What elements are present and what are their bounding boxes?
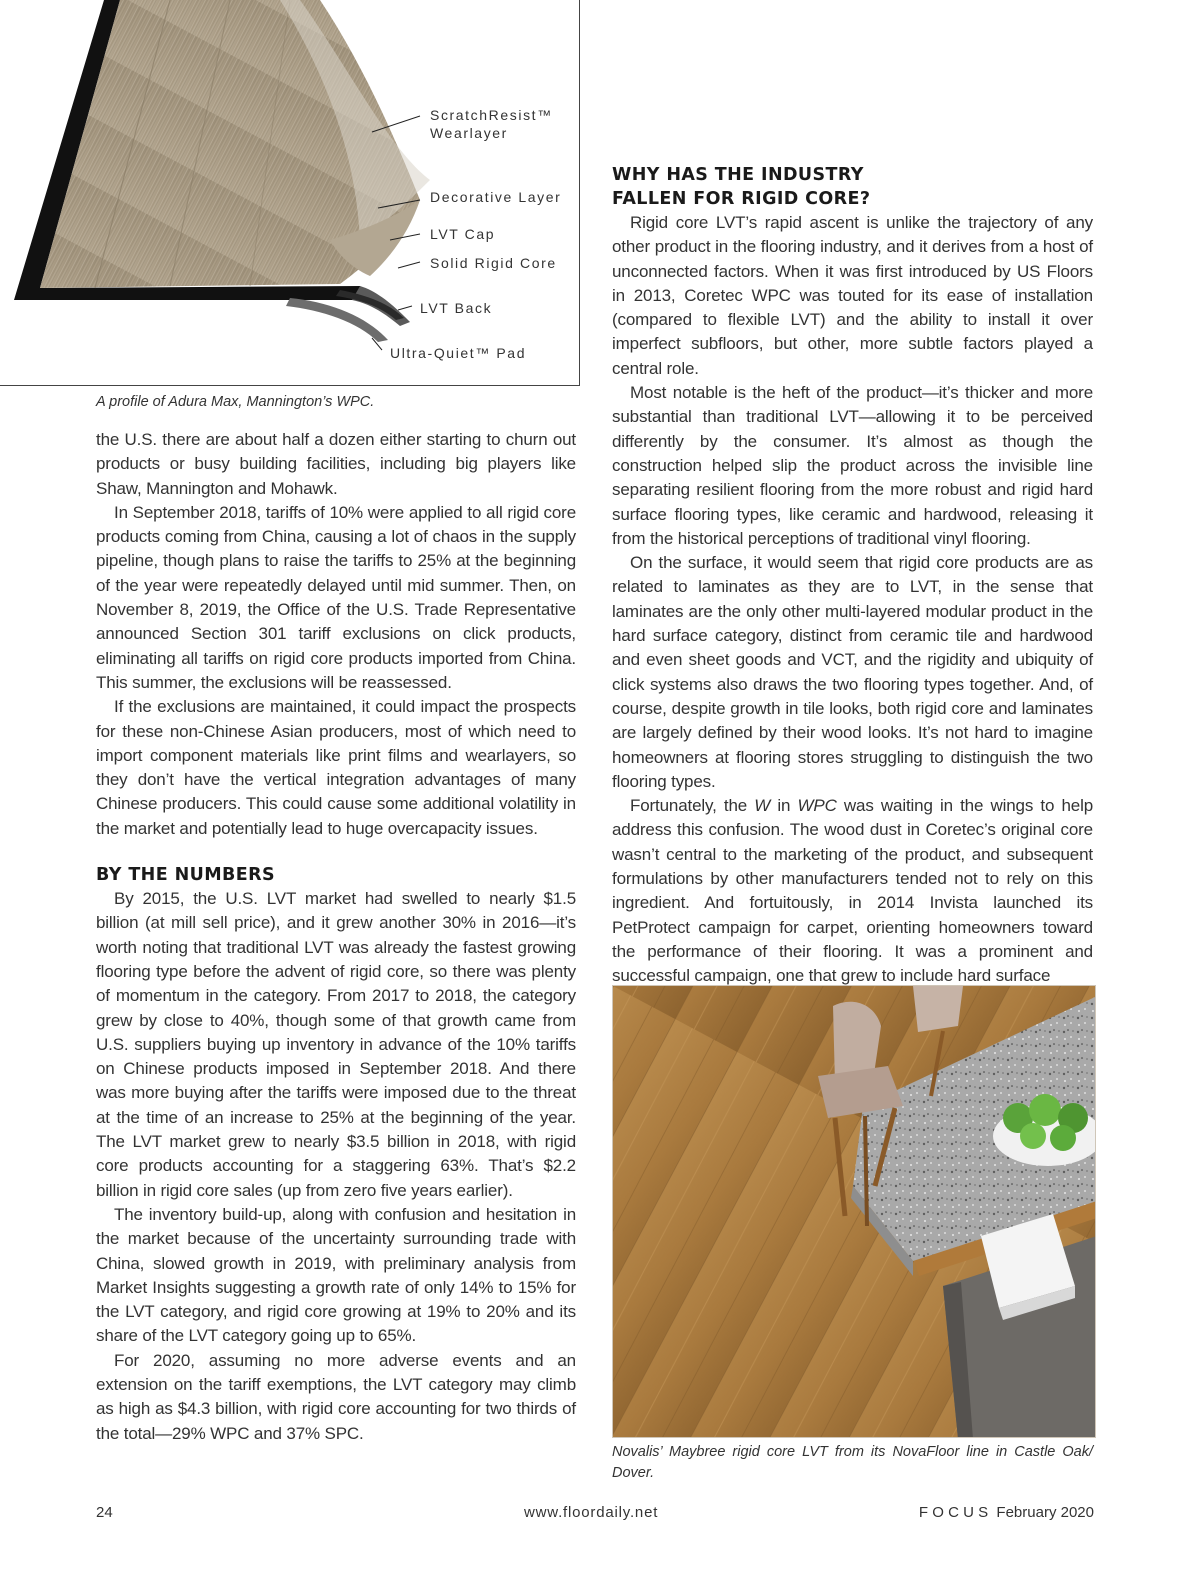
paragraph: On the surface, it would seem that rigid core products are as related to laminates as they are to LVT, in the sense that laminates are the only other multi-layered modular product in the hard surface category, distinct from ceramic tile and hardwood and even sheet goods and VCT, and the rigidity and ubiquity of click systems also draws the two flooring types together. And, of course, despite growth in tile looks, both rigid core and laminates are largely defined by their wood looks. It’s not hard to imagine homeowners at flooring stores struggling to distinguish the two flooring types. [612,553,1093,791]
layer-label-pad: Ultra-Quiet™ Pad [390,345,527,361]
paragraph: Most notable is the heft of the product—it’s thicker and more substantial than traditional LVT—allowing it to be perceived differently by the consumer. It’s almost as though the construction helped slip the product across the invisible line separating resilient flooring from the more robust and rigid hard surface flooring types, like ceramic and hardwood, releasing it from the historical perceptions of traditional vinyl flooring. [612,383,1093,548]
layer-label-lvt-cap: LVT Cap [430,226,496,242]
section-heading-by-the-numbers: BY THE NUMBERS [96,865,276,886]
paragraph: The inventory build-up, along with confusion and hesitation in the market because of the uncertainty surrounding trade with China, slowed growth in 2019, with preliminary analysis from Market Insights suggesting a growth rate of only 14% to 15% for the LVT category, and rigid core growing at 19% to 20% and its share of the LVT category going up to 65%. [96,1204,576,1346]
paragraph: the U.S. there are about half a dozen either starting to churn out products or busy building facilities, including big players like Shaw, Mannington and Mohawk. [96,430,576,498]
italic-wpc: WPC [797,796,837,816]
paragraph: Rigid core LVT’s rapid ascent is unlike the trajectory of any other product in the flooring industry, and it derives from a host of unconnected factors. When it was first introduced by US Floors in 2013, Coretec WPC was touted for its ease of installation (compared to flexible LVT) and the ability to install it over imperfect subfloors, but other, more subtle factors played a central role. [612,213,1093,378]
text-run: was waiting in the wings to help address this confusion. The wood dust in Coretec’s original core wasn’t central to the marketing of the product, and subsequent formulations by other manufacturers tended not to rely on this ingredient. And fortuitously, in 2014 Invista launched its PetProtect campaign for carpet, orienting homeowners toward the performance of their flooring. It was a prominent and successful campaign, one that grew to include hard surface [612,796,1093,986]
paragraph [612,794,1093,988]
layer-label-rigid-core: Solid Rigid Core [430,255,557,271]
paragraph: By 2015, the U.S. LVT market had swelled to nearly $1.5 billion (at mill sell price), and it grew another 30% in 2016—it’s worth noting that traditional LVT was already the fastest growing flooring type before the advent of rigid core, so there was plenty of momentum in the category. From 2017 to 2018, the category grew by close to 40%, though some of that growth came from U.S. suppliers buying up inventory in advance of the 10% tariffs on Chinese products imposed in September 2018. And there was more buying after the tariffs were imposed due to the threat at the time of an increase to 25% at the beginning of the year. The LVT market grew to nearly $3.5 billion in 2018, with rigid core products accounting for a staggering 63%. That’s $2.2 billion in rigid core sales (up from zero five years earlier). [96,889,576,1200]
paragraph: For 2020, assuming no more adverse events and an extension on the tariff exemptions, the LVT category may climb as high as $4.3 billion, with rigid core accounting for two thirds of the total—29% WPC and 37% SPC. [96,1350,576,1443]
layer-label-lvt-back: LVT Back [420,300,493,316]
photo-caption: Novalis’ Maybree rigid core LVT from its NovaFloor line in Castle Oak/ Dover. [612,1444,1093,1481]
page-number: 24 [96,1504,113,1521]
layer-label-decorative: Decorative Layer [430,189,562,205]
section-heading-line-1: WHY HAS THE INDUSTRY [612,165,864,185]
right-column [612,163,1093,989]
layer-label-wearlayer: Wearlayer [430,125,508,141]
kitchen-floor-photo [612,985,1096,1438]
text-run: Fortunately, the [630,796,755,816]
profile-figure-caption: A profile of Adura Max, Mannington’s WPC. [96,394,375,410]
left-column [96,428,576,1446]
paragraph: In September 2018, tariffs of 10% were applied to all rigid core products coming from China, causing a lot of chaos in the supply pipeline, though plans to raise the tariffs to 25% at the beginning of the year were repeatedly delayed until mid summer. Then, on November 8, 2019, the Office of the U.S. Trade Representative announced Section 301 tariff exclusions on click products, eliminating all tariffs on rigid core products imported from China. This summer, the exclusions will be reassessed. [96,502,576,692]
paragraph: If the exclusions are maintained, it could impact the prospects for these non-Chinese Asian producers, most of which need to import component materials like print films and wearlayers, so they don’t have the vertical integration advantages of many Chinese producers. This could cause some additional volatility in the market and potentially lead to huge overcapacity issues. [96,697,576,838]
flooring-profile-figure [0,0,580,386]
italic-w: W [754,796,771,816]
issue-label: F O C U S February 2020 [918,1504,1094,1521]
text-run: in [770,796,798,816]
section-heading-line-2: FALLEN FOR RIGID CORE? [612,189,871,209]
website-link[interactable]: www.floordaily.net [524,1504,659,1521]
kitchen-scene-illustration [613,986,1096,1438]
layer-label-scratchresist: ScratchResist™ [430,107,553,123]
